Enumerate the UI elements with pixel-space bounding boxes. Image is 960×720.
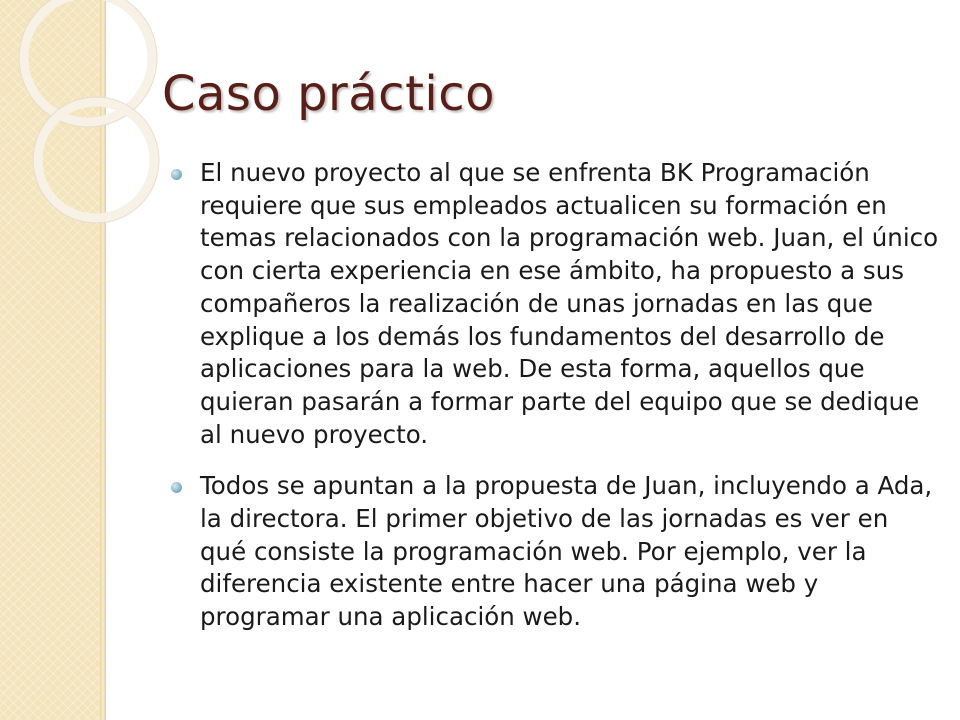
decorative-sidebar	[0, 0, 106, 720]
bullet-item	[171, 157, 941, 451]
bullet-text: El nuevo proyecto al que se enfrenta BK Programación requiere que sus empleados actualicen su formación en temas relacionados con la programación web. Juan, el único con cierta experiencia en ese ámbito, ha propuesto a sus compañeros la realización de unas jornadas en las que explique a los demás los fundamentos del desarrollo de aplicaciones para la web. De esta forma, aquellos que quieran pasarán a formar parte del equipo que se dedique al nuevo proyecto.	[200, 158, 939, 449]
bullet-list	[171, 157, 941, 653]
bullet-icon	[171, 482, 182, 493]
bullet-text: Todos se apuntan a la propuesta de Juan, incluyendo a Ada, la directora. El primer objetivo de las jornadas es ver en qué consiste la programación web. Por ejemplo, ver la diferencia existente entre hacer una página web y programar una aplicación web.	[200, 471, 933, 632]
slide-title: Caso práctico	[162, 66, 495, 122]
sidebar-edge	[100, 0, 106, 720]
bullet-icon	[171, 169, 182, 180]
bullet-item	[171, 470, 941, 634]
